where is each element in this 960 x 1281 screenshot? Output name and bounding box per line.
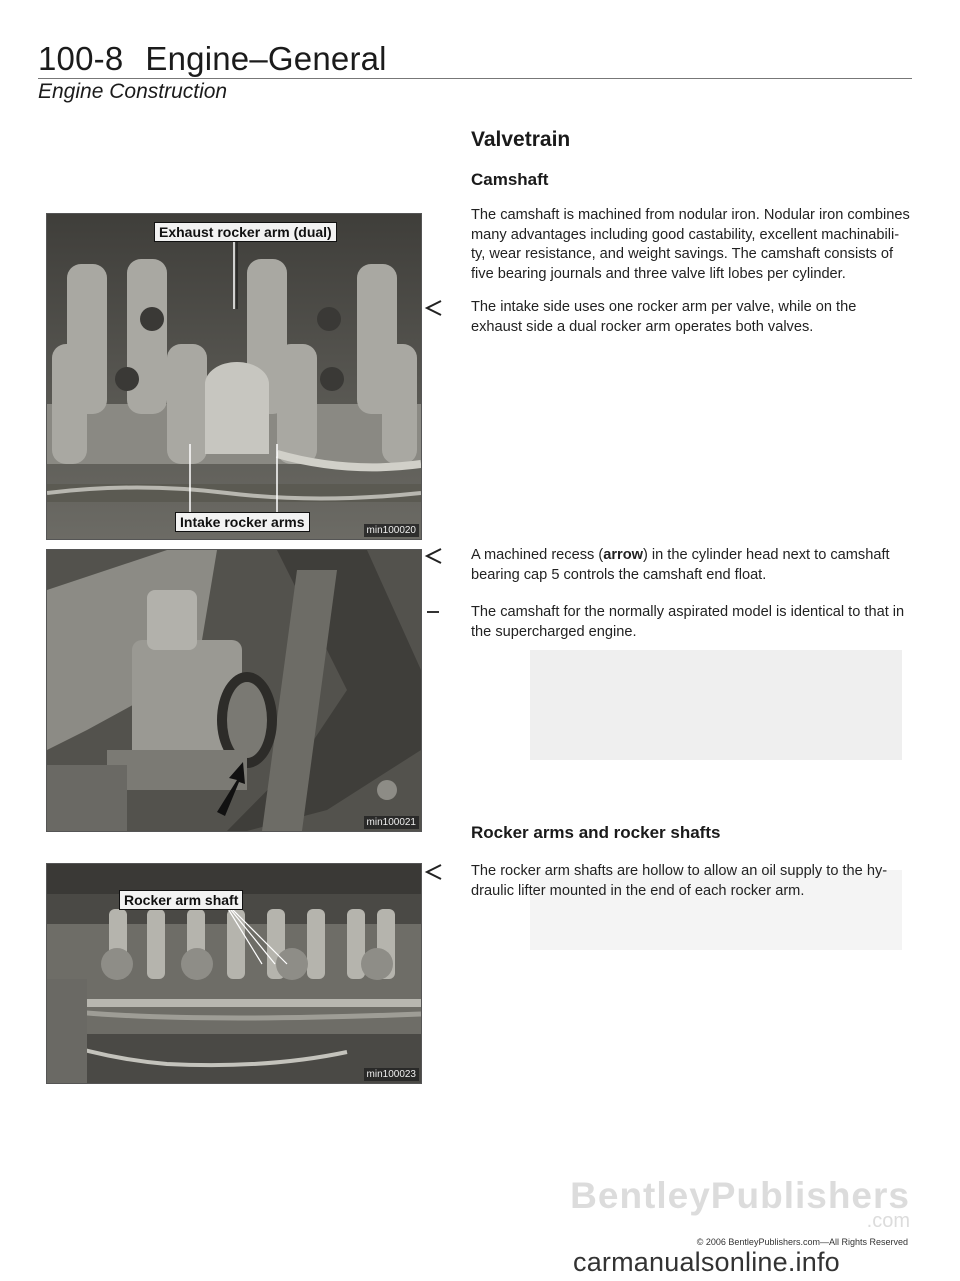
- figure-id: min100020: [364, 524, 419, 537]
- chapter-title: Engine–General: [145, 40, 387, 77]
- subheading-rocker-arms: Rocker arms and rocker shafts: [471, 823, 721, 842]
- paragraph-text: The rocker arm shafts are hollow to allow an oil supply to the hy-draulic lifter mounted in the end of each rocker arm.: [471, 863, 888, 899]
- publisher-logo: BentleyPublishers: [570, 1175, 910, 1216]
- paragraph-camshaft-identical: [471, 603, 911, 642]
- figure-rocker-shafts-photo: [46, 863, 422, 1084]
- page-number: 100-8: [38, 40, 124, 77]
- header-rule: [38, 78, 912, 79]
- pointer-arrow-icon: [424, 298, 444, 318]
- paragraph-text: The camshaft for the normally aspirated model is identical to that in the supercharged engine.: [471, 604, 905, 640]
- engine-photo-illustration: [47, 214, 421, 539]
- publisher-logo-com: .com: [866, 1210, 910, 1232]
- watermark-url: carmanualsonline.info: [573, 1247, 840, 1277]
- paragraph-text-end: ) in the cylinder head next to camshaft bearing cap 5 controls the camshaft end float.: [471, 547, 890, 583]
- figure-rocker-arms-photo: [46, 213, 422, 540]
- pointer-arrow-icon: [424, 546, 444, 566]
- figure-id: min100021: [364, 816, 419, 829]
- callout-exhaust-rocker-arm: Exhaust rocker arm (dual): [154, 222, 337, 242]
- callout-intake-rocker-arms: Intake rocker arms: [175, 512, 310, 532]
- dash-bullet: [427, 611, 439, 613]
- section-heading-valvetrain: Valvetrain: [471, 128, 571, 151]
- camshaft-photo-illustration: [47, 550, 421, 831]
- paragraph-rocker-shafts: [471, 862, 911, 901]
- figure-id: min100023: [364, 1068, 419, 1081]
- paragraph-machined-recess: [471, 546, 911, 585]
- copyright-notice: © 2006 BentleyPublishers.com—All Rights Reserved: [696, 1237, 908, 1247]
- paragraph-text-bold: arrow: [603, 547, 643, 563]
- page-header: [38, 40, 387, 78]
- callout-rocker-arm-shaft: Rocker arm shaft: [119, 890, 243, 910]
- paragraph-camshaft-intro: The camshaft is machined from nodular iron. Nodular iron combines many advantages including good castability, excellent machinabili-ty, wear resistance, and weight savings. The camshaft consists of five bearing journals and three valve lift lobes per cylinder.: [471, 207, 910, 282]
- figure-camshaft-recess-photo: [46, 549, 422, 832]
- paragraph-text: The intake side uses one rocker arm per valve, while on the exhaust side a dual rocker arm operates both valves.: [471, 299, 857, 335]
- bleed-through-shading: [530, 650, 902, 760]
- paragraph-intake-exhaust: [471, 298, 911, 337]
- paragraph-text-start: A machined recess (: [471, 547, 604, 563]
- subheading-camshaft: Camshaft: [471, 170, 549, 189]
- pointer-arrow-icon: [424, 862, 444, 882]
- chapter-subtitle: Engine Construction: [38, 80, 228, 103]
